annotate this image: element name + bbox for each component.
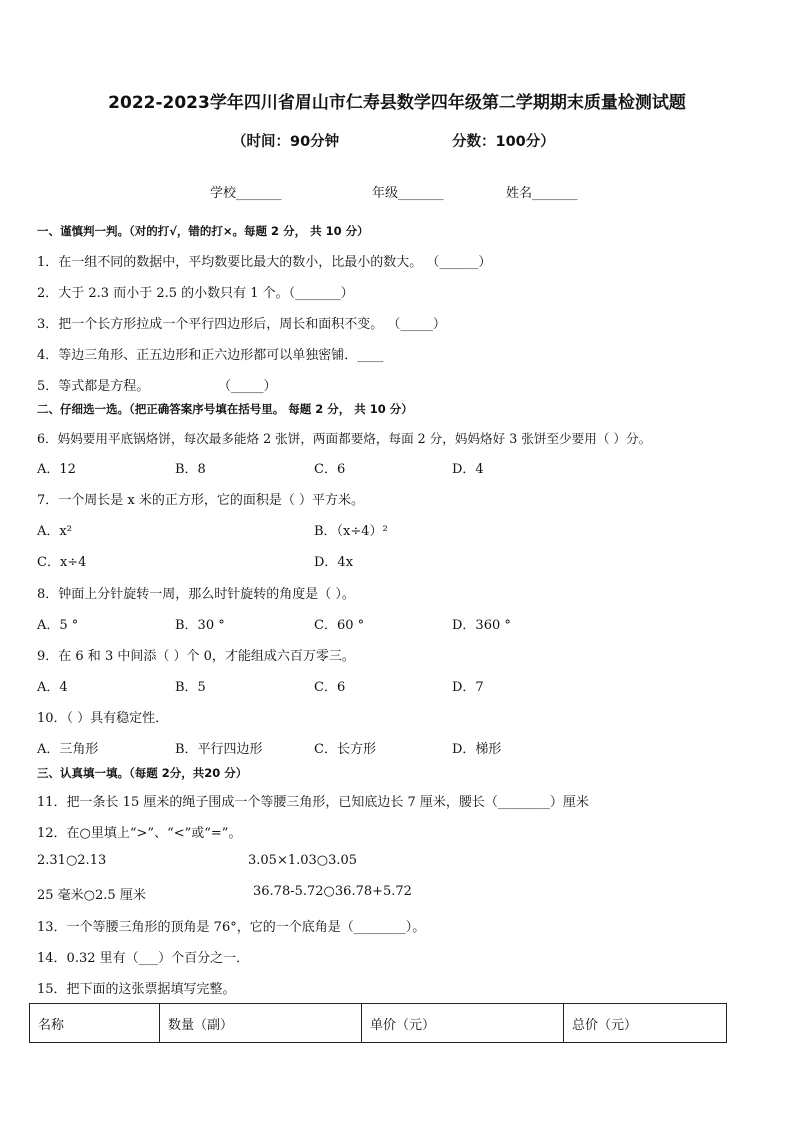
q7-option-c: C．x÷4 [37,555,87,570]
q12-compare-b: 3.05×1.03○3.05 [248,853,358,868]
q8-option-c: C．60 ° [314,618,365,633]
question-7: 7．一个周长是 x 米的正方形，它的面积是（ ）平方米。 [37,493,364,508]
q12-compare-d: 36.78-5.72○36.78+5.72 [253,884,412,899]
q8-option-a: A．5 ° [37,618,79,633]
q6-option-b: B．8 [175,462,206,477]
school-field: 学校_______ [210,186,282,201]
q6-option-a: A．12 [37,462,76,477]
section-1-heading: 一、谨慎判一判。（对的打√，错的打×。每题 2 分， 共 10 分） [37,224,369,238]
ticket-header-unit-price: 单价（元） [362,1004,564,1043]
exam-time: （时间：90分钟 [232,134,340,150]
table-row [30,1004,727,1043]
q7-option-b: B．（x÷4）² [314,524,388,539]
question-5-blank: （_____） [218,379,277,394]
section-2-heading: 二、仔细选一选。（把正确答案序号填在括号里。 每题 2 分， 共 10 分） [37,402,413,416]
question-10: 10．（ ）具有稳定性． [37,711,169,726]
q7-option-a: A．x² [37,524,72,539]
question-11: 11．把一条长 15 厘米的绳子围成一个等腰三角形，已知底边长 7 厘米，腰长（________）厘米 [37,795,589,810]
q12-compare-a: 2.31○2.13 [37,853,107,868]
ticket-header-total-price: 总价（元） [564,1004,727,1043]
question-14: 14．0.32 里有（___）个百分之一． [37,951,250,966]
q8-option-b: B．30 ° [175,618,225,633]
page-title: 2022-2023学年四川省眉山市仁寿县数学四年级第二学期期末质量检测试题 [108,93,686,113]
q6-option-c: C．6 [314,462,346,477]
name-field: 姓名_______ [506,186,578,201]
question-3: 3．把一个长方形拉成一个平行四边形后，周长和面积不变。 （_____） [37,317,446,332]
q6-option-d: D．4 [452,462,484,477]
q9-option-b: B．5 [175,680,206,695]
question-15: 15．把下面的这张票据填写完整。 [37,982,236,997]
q10-option-c: C．长方形 [314,742,376,757]
question-4: 4．等边三角形、正五边形和正六边形都可以单独密铺．____ [37,348,384,363]
question-6: 6．妈妈要用平底锅烙饼，每次最多能烙 2 张饼，两面都要烙，每面 2 分，妈妈烙好 3 张饼至少要用（ ）分。 [37,431,652,446]
ticket-header-name: 名称 [30,1004,160,1043]
question-12: 12．在○里填上“>”、“<”或“=”。 [37,826,242,841]
question-9: 9．在 6 和 3 中间添（ ）个 0，才能组成六百万零三。 [37,649,355,664]
grade-field: 年级_______ [372,186,444,201]
q8-option-d: D．360 ° [452,618,511,633]
q10-option-d: D．梯形 [452,742,502,757]
q9-option-a: A．4 [37,680,68,695]
question-5: 5．等式都是方程。 [37,379,150,394]
q9-option-d: D．7 [452,680,484,695]
q10-option-b: B．平行四边形 [175,742,263,757]
q7-option-d: D．4x [314,555,354,570]
question-8: 8．钟面上分针旋转一周，那么时针旋转的角度是（ ）。 [37,587,355,602]
question-1: 1．在一组不同的数据中，平均数要比最大的数小，比最小的数大。 （______） [37,255,492,270]
exam-score: 分数：100分） [452,134,555,150]
q9-option-c: C．6 [314,680,346,695]
question-13: 13．一个等腰三角形的顶角是 76°，它的一个底角是（________）。 [37,920,426,935]
q12-compare-c: 25 毫米○2.5 厘米 [37,888,146,903]
section-3-heading: 三、认真填一填。（每题 2分，共20 分） [37,766,248,780]
ticket-header-quantity: 数量（副） [160,1004,362,1043]
ticket-table [29,1003,727,1043]
q10-option-a: A．三角形 [37,742,99,757]
question-2: 2．大于 2.3 而小于 2.5 的小数只有 1 个。（_______） [37,286,354,301]
